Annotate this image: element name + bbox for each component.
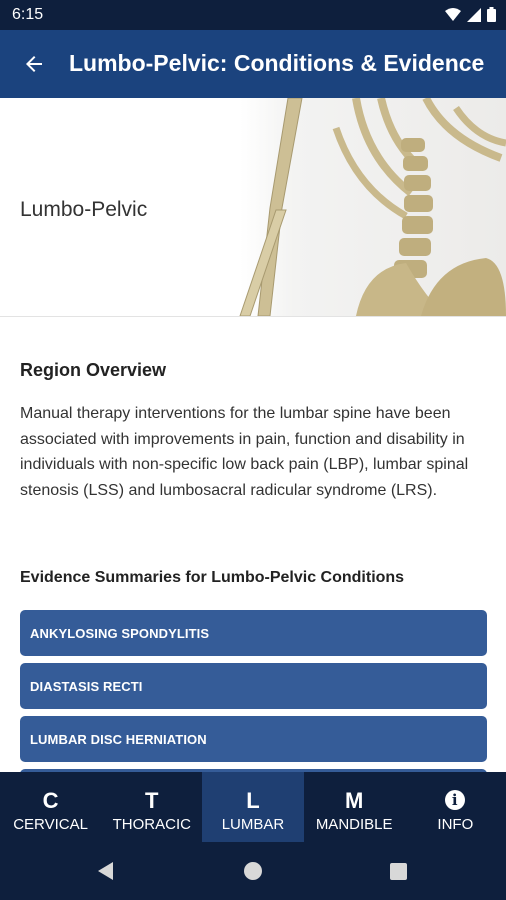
page-title: Lumbo-Pelvic: Conditions & Evidence — [69, 50, 485, 76]
signal-icon — [467, 8, 481, 22]
nav-letter-t: T — [145, 788, 159, 813]
app-bar — [0, 30, 506, 98]
wifi-icon — [445, 8, 461, 22]
arrow-left-icon — [22, 52, 46, 76]
status-icons — [445, 7, 496, 22]
condition-button-ankylosing-spondylitis[interactable]: ANKYLOSING SPONDYLITIS — [20, 610, 487, 656]
status-time: 6:15 — [12, 6, 44, 23]
hero-title: Lumbo-Pelvic — [20, 198, 148, 221]
nav-label-info: INFO — [437, 816, 474, 833]
status-bar — [0, 0, 506, 30]
system-back-icon[interactable] — [98, 862, 113, 880]
nav-tab-cervical[interactable] — [0, 772, 101, 842]
skeleton-illustration — [206, 98, 506, 316]
info-icon: i — [445, 790, 465, 810]
nav-label-lumbar: LUMBAR — [221, 816, 285, 833]
back-button[interactable] — [16, 46, 52, 82]
bottom-nav — [0, 772, 506, 842]
nav-letter-c: C — [42, 788, 59, 813]
condition-list — [20, 610, 487, 772]
nav-letter-m: M — [344, 788, 364, 813]
region-overview-text: Manual therapy interventions for the lumbar spine have been associated with improvements in pain, function and disability in individuals with non-specific low back pain (LBP), lumbar spinal stenosis (LSS) and lumbosacral radicular syndrome (LRS). — [20, 405, 469, 499]
nav-label-cervical: CERVICAL — [13, 816, 88, 833]
system-recents-icon[interactable] — [390, 863, 407, 880]
hero-banner — [0, 98, 506, 317]
battery-icon — [487, 7, 496, 22]
nav-label-thoracic: THORACIC — [112, 816, 191, 833]
nav-letter-l: L — [246, 788, 260, 813]
region-overview-heading: Region Overview — [20, 360, 167, 380]
system-home-icon[interactable] — [244, 862, 262, 880]
nav-tab-mandible[interactable] — [304, 772, 405, 842]
system-nav-bar — [0, 842, 506, 900]
nav-tab-lumbar[interactable] — [202, 772, 303, 842]
condition-button-lumbar-disc-herniation[interactable]: LUMBAR DISC HERNIATION — [20, 716, 487, 762]
evidence-summaries-heading: Evidence Summaries for Lumbo-Pelvic Conditions — [20, 569, 405, 586]
nav-tab-info[interactable] — [405, 772, 506, 842]
condition-button-diastasis-recti[interactable]: DIASTASIS RECTI — [20, 663, 487, 709]
nav-label-mandible: MANDIBLE — [315, 816, 393, 833]
nav-tab-thoracic[interactable] — [101, 772, 202, 842]
